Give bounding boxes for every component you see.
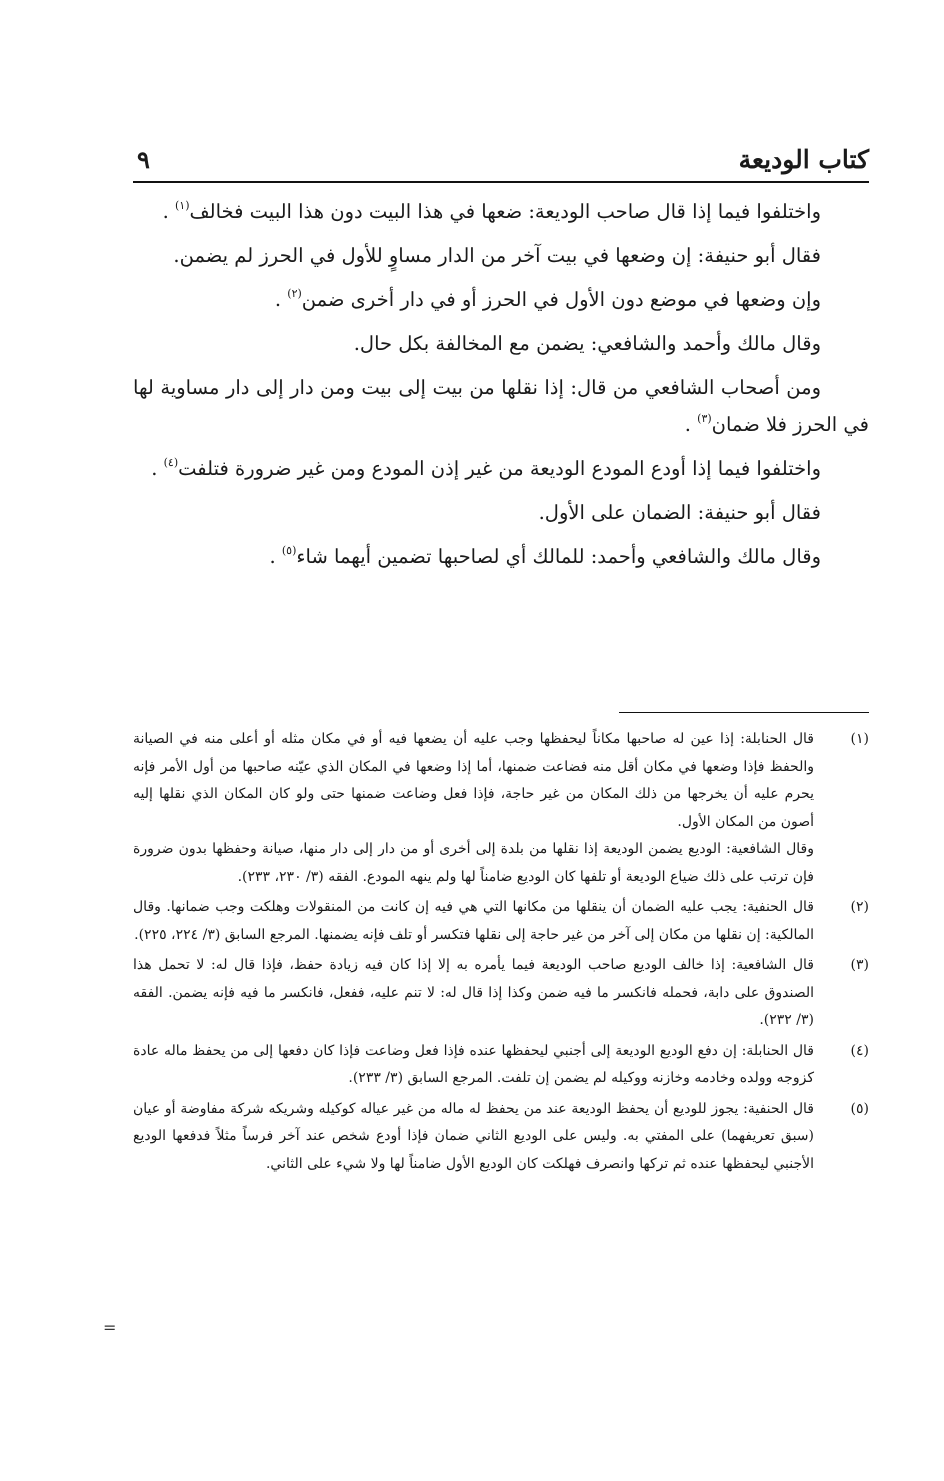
footnote-4 [133, 1038, 869, 1093]
running-header [133, 143, 869, 183]
paragraph-6-text: واختلفوا فيما إذا أودع المودع الوديعة من غير إذن المودع ومن غير ضرورة فتلفت [178, 457, 821, 480]
footnote-ref-1[interactable]: (١) [174, 199, 190, 212]
footnote-2-text: قال الحنفية: يجب عليه الضمان أن ينقلها من مكانها التي هي فيه إن كانت من المنقولات وهلكت وجب ضمانها. وقال المالكية: إن نقلها من مكان إلى آخر من غير حاجة إلى نقلها فتكسر أو تلف فإنه يضمنها. المرجع السابق (٣/ ٢٢٤، ٢٢٥). [133, 899, 814, 943]
main-text [133, 193, 869, 582]
paragraph-4: وقال مالك وأحمد والشافعي: يضمن مع المخالفة بكل حال. [353, 332, 821, 355]
paragraph-1-text: واختلفوا فيما إذا قال صاحب الوديعة: ضعها في هذا البيت دون هذا البيت فخالف [189, 200, 821, 223]
footnotes [133, 726, 869, 1181]
paragraph-3-text: وإن وضعها في موضع دون الأول في الحرز أو في دار أخرى ضمن [301, 288, 821, 311]
chapter-title: كتاب الوديعة [738, 145, 869, 174]
paragraph-1 [133, 193, 869, 230]
paragraph-7: فقال أبو حنيفة: الضمان على الأول. [538, 501, 821, 524]
footnote-3 [133, 952, 869, 1035]
paragraph-6 [133, 450, 869, 487]
paragraph-8-text: وقال مالك والشافعي وأحمد: للمالك أي لصاحبها تضمين أيهما شاء [296, 545, 821, 568]
footnote-ref-3[interactable]: (٣) [697, 412, 712, 425]
paragraph-5-text: ومن أصحاب الشافعي من قال: إذا نقلها من بيت إلى بيت ومن دار إلى دار مساوية لها في الحرز فلا ضمان [133, 376, 869, 436]
paragraph-1-end: . [162, 200, 169, 223]
page-number: ٩ [137, 145, 150, 174]
footnote-1 [133, 726, 869, 891]
footnote-number: (٤) [850, 1042, 869, 1059]
footnote-ref-5[interactable]: (٥) [281, 544, 297, 557]
footnote-2 [133, 894, 869, 949]
footnote-number: (٥) [850, 1100, 869, 1117]
footnote-3-text: قال الشافعية: إذا خالف الوديع صاحب الوديعة فيما يأمره به إلا إذا كان فيه زيادة حفظ، فإذا قال له: لا تحمل هذا الصندوق على دابة، فحمله فانكسر ما فيه ضمن وكذا إذا قال له: لا تنم عليه، ففعل، فانكسر ما فيه فإنه يضمن. الفقه (٣/ ٢٣٢). [133, 957, 814, 1028]
paragraph-5-end: . [684, 413, 691, 436]
paragraph-3-end: . [274, 288, 282, 311]
paragraph-8 [133, 538, 869, 575]
paragraph-2: فقال أبو حنيفة: إن وضعها في بيت آخر من الدار مساوٍ للأول في الحرز لم يضمن. [173, 244, 821, 267]
footnote-1-text-a: قال الحنابلة: إذا عين له صاحبها مكاناً ليحفظها وجب عليه أن يضعها فيه أو في مكان مثله أو أعلى منه في الصيانة والحفظ فإذا وضعها في مكان أقل منه فضاعت ضمنها، أما إذا وضعها في المكان الذي عيّنه صاحبها من أول الأمر فإنه يحرم عليه أن يخرجها من ذلك المكان من غير حاجة، فإذا فعل وضاعت ضمنها حتى ولو كان المكان الذي نقلها إليه أصون من المكان الأول. [133, 731, 814, 830]
margin-mark: = [103, 1318, 117, 1337]
footnote-1-text-b: وقال الشافعية: الوديع يضمن الوديعة إذا نقلها من بلدة إلى أخرى أو من دار إلى دار منها، صيانة وحفظها بدون ضرورة فإن ترتب على ذلك ضياع الوديعة أو تلفها كان الوديع ضامناً لها ولم ينهه المودع. الفقه (٣/ ٢٣٠، ٢٣٣). [133, 841, 814, 885]
footnote-ref-4[interactable]: (٤) [163, 456, 179, 469]
footnote-number: (٣) [850, 957, 869, 973]
footnote-ref-2[interactable]: (٢) [287, 287, 302, 300]
paragraph-3 [133, 281, 869, 318]
paragraph-6-end: . [151, 457, 158, 480]
paragraph-5 [133, 369, 869, 443]
paragraph-8-end: . [269, 545, 276, 568]
footnote-4-text: قال الحنابلة: إن دفع الوديع الوديعة إلى أجنبي ليحفظها عنده فإذا فعل وضاعت فإذا كان دفعها إلى من يحفظ ماله عادة كزوجه وولده وخادمه وخازنه ووكيله لم يضمن إن تلفت. المرجع السابق (٣/ ٢٣٣). [133, 1042, 814, 1086]
footnote-number: (١) [850, 731, 869, 747]
footnote-5 [133, 1096, 869, 1179]
footnote-divider [619, 712, 869, 713]
footnote-5-text: قال الحنفية: يجوز للوديع أن يحفظ الوديعة عند من يحفظ له ماله من غير عياله كوكيله وشريكه شركة مفاوضة أو عيان (سبق تعريفهما) على المفتي به. وليس على الوديع الثاني ضمان فإذا أودع شخص عند آخر فرساً مثلاً فدفعها الوديع الأجنبي ليحفظها عنده ثم تركها وانصرف فهلكت كان الوديع الأول ضامناً لها ولا شيء على الثاني. [133, 1100, 814, 1172]
footnote-number: (٢) [850, 899, 869, 915]
